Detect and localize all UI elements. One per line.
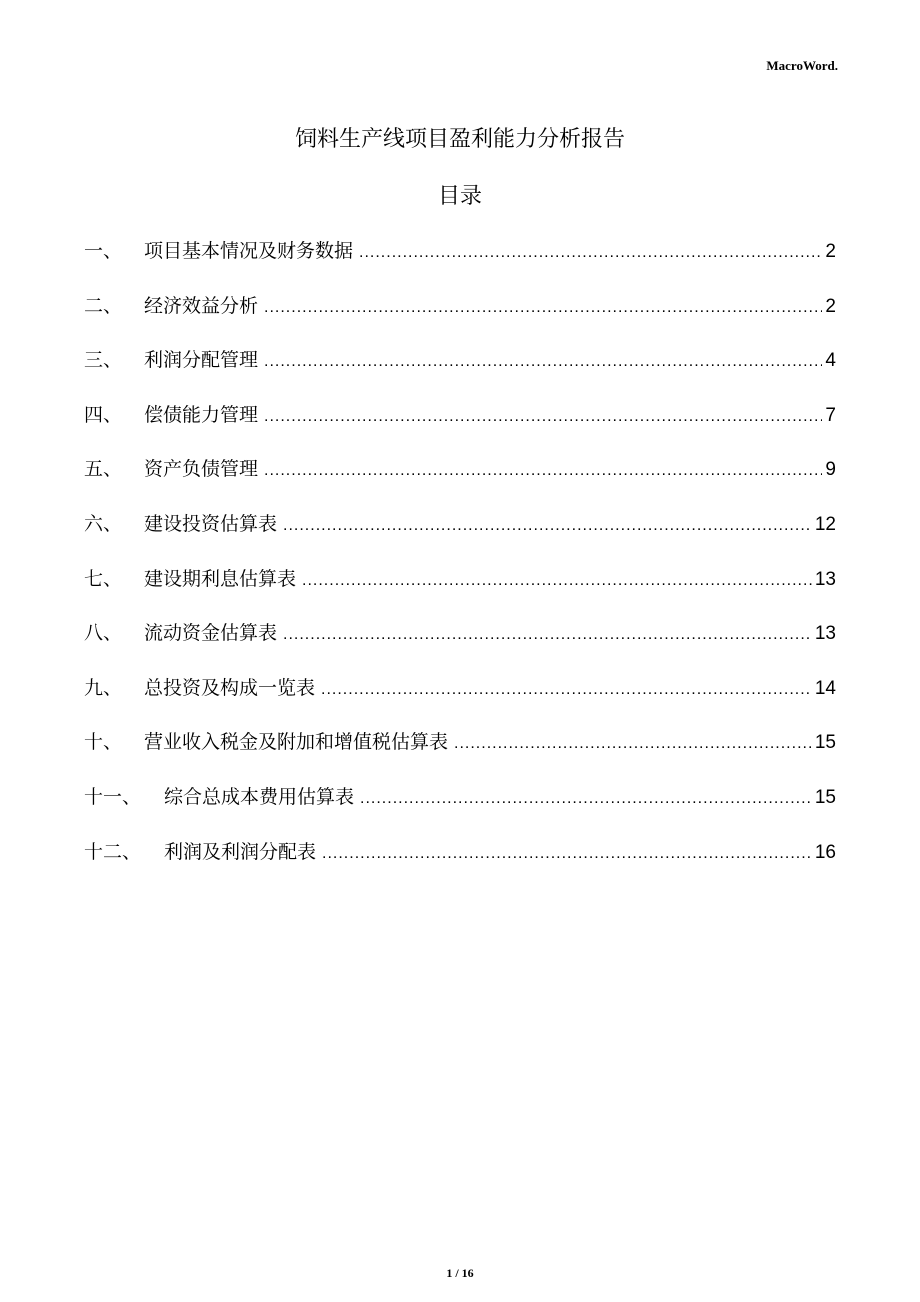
toc-entry-number: 五、 [84,458,123,481]
page-indicator: 1 / 16 [446,1266,474,1280]
toc-entry-page: 2 [825,241,836,262]
toc-dot-leader [360,784,812,814]
toc-entry-number: 二、 [84,294,123,317]
toc-entry[interactable] [84,564,836,619]
toc-entry-title: 流动资金估算表 [144,622,278,645]
toc-entry[interactable] [84,782,836,837]
toc-heading: 目录 [437,184,482,209]
toc-entry[interactable] [84,291,836,346]
toc-dot-leader [302,566,812,596]
toc-entry[interactable] [84,454,836,509]
toc-dot-leader [283,511,812,541]
toc-entry-number: 三、 [84,349,123,372]
toc-dot-leader [321,675,812,705]
toc-entry-page: 7 [825,404,836,426]
toc-entry-title: 项目基本情况及财务数据 [144,240,354,262]
toc-entry-page: 9 [825,459,836,481]
document-title: 饲料生产线项目盈利能力分析报告 [294,127,625,152]
toc-dot-leader [264,402,822,432]
toc-entry-page: 4 [825,350,836,372]
toc-entry-page: 14 [814,677,836,699]
toc-entry-number: 十二、 [84,840,142,863]
toc-entry-page: 13 [814,623,836,645]
toc-dot-leader [264,293,822,323]
toc-dot-leader [322,839,812,869]
toc-dot-leader [264,347,822,377]
toc-entry-page: 12 [814,513,836,535]
toc-entry[interactable] [84,236,836,291]
toc-entry-title: 综合总成本费用估算表 [164,785,355,808]
toc-entry-number: 六、 [84,512,123,535]
toc-entry-title: 建设投资估算表 [144,512,278,535]
toc-entry-page: 15 [814,786,836,808]
toc-entry-title: 营业收入税金及附加和增值税估算表 [144,731,449,754]
toc-entry[interactable] [84,727,836,782]
table-of-contents [84,236,836,891]
toc-entry[interactable] [84,345,836,400]
toc-dot-leader [454,729,812,759]
toc-dot-leader [359,238,822,268]
toc-entry[interactable] [84,837,836,892]
toc-entry-number: 一、 [84,240,123,262]
toc-entry-page: 13 [814,568,836,590]
toc-entry-page: 2 [825,295,836,317]
toc-entry[interactable] [84,400,836,455]
header-brand: MacroWord. [766,58,838,73]
toc-entry[interactable] [84,618,836,673]
toc-entry-page: 15 [814,732,836,754]
toc-entry-title: 利润分配管理 [144,349,259,372]
toc-dot-leader [283,620,812,650]
toc-entry[interactable] [84,509,836,564]
toc-dot-leader [264,456,822,486]
toc-entry-number: 八、 [84,622,123,645]
toc-entry-number: 九、 [84,676,123,699]
toc-entry-title: 建设期利息估算表 [144,567,297,590]
toc-entry-number: 十、 [84,731,123,754]
toc-entry-number: 七、 [84,567,123,590]
toc-entry-number: 四、 [84,403,123,426]
toc-entry-number: 十一、 [84,785,142,808]
toc-entry-title: 利润及利润分配表 [164,840,317,863]
toc-entry[interactable] [84,673,836,728]
toc-entry-title: 总投资及构成一览表 [144,676,316,699]
toc-entry-title: 资产负债管理 [144,458,259,481]
toc-entry-page: 16 [814,841,836,863]
toc-entry-title: 经济效益分析 [144,294,259,317]
toc-entry-title: 偿债能力管理 [144,403,259,426]
